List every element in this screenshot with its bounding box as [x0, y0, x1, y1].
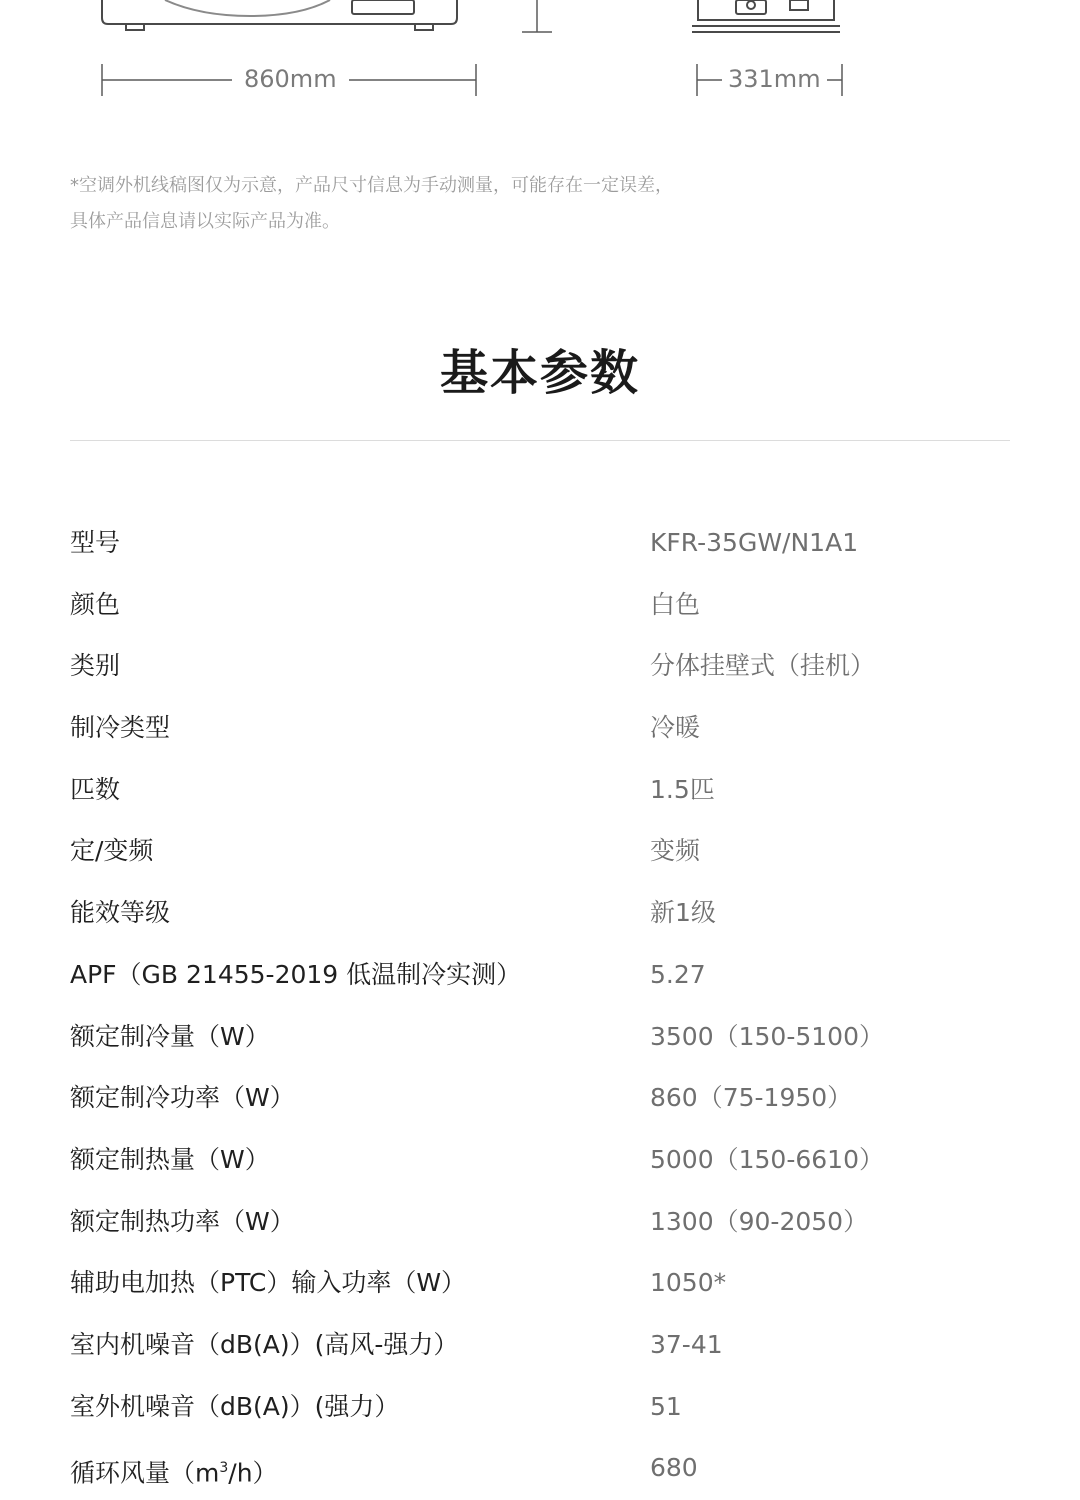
spec-label: 类别	[70, 651, 121, 681]
spec-row-apf	[70, 945, 1010, 1007]
spec-row-model	[70, 513, 1010, 575]
spec-row-energy-grade	[70, 883, 1010, 945]
spec-label: 额定制热量（W）	[70, 1144, 270, 1174]
side-view-outline	[692, 0, 840, 32]
spec-value: 5.27	[650, 959, 706, 989]
spec-label: 室外机噪音（dB(A)）(强力）	[70, 1391, 400, 1421]
disclaimer-line: 具体产品信息请以实际产品为准。	[70, 211, 340, 232]
spec-label-superscript: 3	[219, 1460, 229, 1477]
spec-label: 额定制冷功率（W）	[70, 1083, 295, 1113]
spec-row-rated-cooling-power	[70, 1068, 1010, 1130]
spec-label: 匹数	[70, 774, 121, 804]
spec-value: 51	[650, 1391, 682, 1421]
spec-value: 680	[650, 1453, 698, 1483]
spec-label-prefix: 循环风量（m	[70, 1458, 220, 1488]
spec-value: 白色	[650, 589, 701, 619]
spec-row-cooling-type	[70, 698, 1010, 760]
spec-value: 冷暖	[650, 713, 701, 743]
spec-row-indoor-noise	[70, 1315, 1010, 1377]
spec-row-category	[70, 636, 1010, 698]
spec-label-suffix: /h）	[228, 1458, 278, 1488]
spec-row-frequency	[70, 821, 1010, 883]
outdoor-unit-drawing	[0, 0, 1080, 120]
spec-value: 1.5匹	[650, 774, 715, 804]
spec-value: 变频	[650, 836, 701, 866]
spec-label: 制冷类型	[70, 713, 171, 743]
spec-row-outdoor-noise	[70, 1377, 1010, 1439]
spec-label: 辅助电加热（PTC）输入功率（W）	[70, 1268, 467, 1298]
width-dimension-label: 860mm	[232, 64, 349, 94]
spec-value: 分体挂壁式（挂机）	[650, 651, 876, 681]
disclaimer-note	[70, 168, 830, 240]
spec-value: 3500（150-5100）	[650, 1021, 884, 1051]
spec-label: APF（GB 21455-2019 低温制冷实测）	[70, 959, 522, 989]
spec-value: 37-41	[650, 1329, 723, 1359]
spec-label	[70, 1450, 278, 1491]
spec-value: 新1级	[650, 898, 716, 928]
spec-row-ptc-power	[70, 1253, 1010, 1315]
spec-value: 5000（150-6610）	[650, 1144, 884, 1174]
spec-row-rated-heating-power	[70, 1192, 1010, 1254]
spec-row-rated-cooling-capacity	[70, 1007, 1010, 1069]
spec-label: 额定制冷量（W）	[70, 1021, 270, 1051]
spec-label: 定/变频	[70, 836, 154, 866]
section-title: 基本参数	[439, 345, 640, 401]
spec-label: 能效等级	[70, 898, 171, 928]
spec-value: 860（75-1950）	[650, 1083, 853, 1113]
depth-dimension-label: 331mm	[722, 64, 827, 94]
front-view-outline	[102, 0, 457, 30]
spec-table	[70, 513, 1010, 1500]
spec-value: KFR-35GW/N1A1	[650, 528, 859, 557]
spec-row-horsepower	[70, 760, 1010, 822]
spec-row-airflow	[70, 1438, 1010, 1500]
spec-label: 额定制热功率（W）	[70, 1206, 295, 1236]
spec-row-color	[70, 575, 1010, 637]
spec-value: 1050*	[650, 1268, 727, 1298]
spec-value: 1300（90-2050）	[650, 1206, 869, 1236]
section-divider	[70, 440, 1010, 441]
disclaimer-line: *空调外机线稿图仅为示意，产品尺寸信息为手动测量，可能存在一定误差，	[70, 175, 673, 196]
spec-label: 颜色	[70, 589, 121, 619]
spec-row-rated-heating-capacity	[70, 1130, 1010, 1192]
spec-label: 型号	[70, 528, 121, 557]
spec-label: 室内机噪音（dB(A)）(高风-强力）	[70, 1329, 459, 1359]
